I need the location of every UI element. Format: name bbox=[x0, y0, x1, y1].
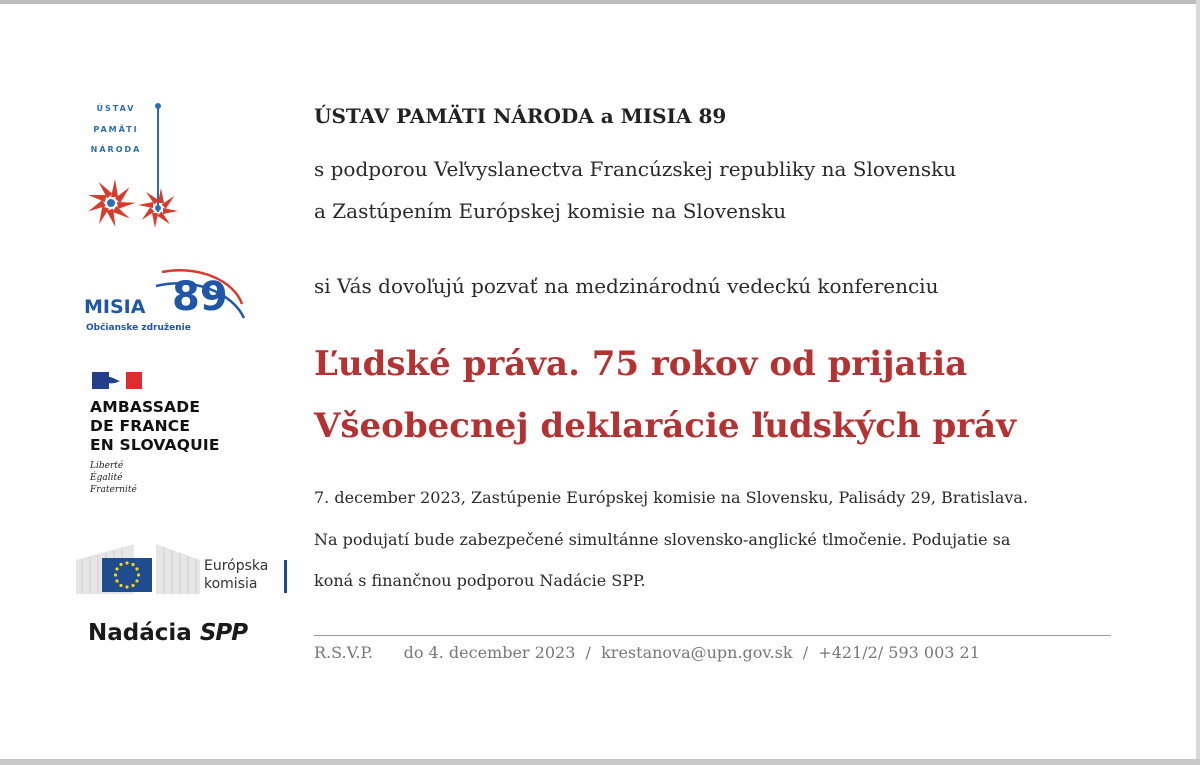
conference-title-line-2: Všeobecnej deklarácie ľudských práv bbox=[314, 406, 1016, 446]
rsvp-email[interactable]: krestanova@upn.gov.sk bbox=[601, 643, 793, 662]
invite-line: si Vás dovoľujú pozvať na medzinárodnú vedeckú konferenciu bbox=[314, 274, 939, 298]
ambassade-line2: DE FRANCE bbox=[90, 417, 191, 435]
nadacia-spp-logo bbox=[88, 620, 288, 660]
rsvp-separator: / bbox=[585, 643, 591, 662]
upn-logo-line2: PAMÄTI bbox=[93, 125, 139, 134]
conference-title-line-1: Ľudské práva. 75 rokov od prijatia bbox=[314, 344, 968, 384]
eu-building-flag-icon bbox=[76, 530, 201, 596]
eu-word-line2: komisia bbox=[204, 576, 258, 592]
rsvp-line bbox=[314, 643, 980, 662]
misia-number: 89 bbox=[172, 274, 228, 320]
ambassade-line1: AMBASSADE bbox=[90, 398, 201, 416]
support-line-2: a Zastúpením Európskej komisie na Slovensku bbox=[314, 199, 787, 223]
motto-liberte: Liberté bbox=[90, 461, 124, 471]
motto-egalite: Égalité bbox=[90, 473, 123, 483]
rsvp-divider bbox=[314, 635, 1111, 636]
ambassade-line3: EN SLOVAQUIE bbox=[90, 436, 220, 454]
detail-line-2: Na podujatí bude zabezpečené simultánne slovensko-anglické tlmočenie. Podujatie sa bbox=[314, 530, 1011, 549]
detail-line-1: 7. december 2023, Zastúpenie Európskej komisie na Slovensku, Palisády 29, Bratislava. bbox=[314, 488, 1029, 507]
french-flag-icon bbox=[92, 372, 142, 389]
spp-mark: SPP bbox=[199, 620, 248, 646]
rsvp-deadline: do 4. december 2023 bbox=[403, 643, 576, 662]
misia89-logo bbox=[84, 248, 254, 340]
rsvp-phone: +421/2/ 593 003 21 bbox=[818, 643, 980, 662]
frame-top-border bbox=[0, 0, 1200, 4]
upn-logo-line1: ÚSTAV bbox=[96, 104, 136, 113]
spp-word: Nadácia bbox=[88, 620, 192, 646]
detail-line-3: koná s finančnou podporou Nadácie SPP. bbox=[314, 571, 646, 590]
eu-divider-bar bbox=[284, 560, 287, 593]
upn-logo bbox=[78, 100, 188, 235]
eu-word-line1: Európska bbox=[204, 558, 269, 574]
misia-word: MISIA bbox=[84, 296, 146, 318]
upn-logo-line3: NÁRODA bbox=[90, 145, 142, 154]
european-commission-logo bbox=[76, 530, 291, 596]
organizers-line: ÚSTAV PAMÄTI NÁRODA a MISIA 89 bbox=[314, 104, 727, 128]
rsvp-label: R.S.V.P. bbox=[314, 643, 374, 662]
motto-fraternite: Fraternité bbox=[90, 485, 137, 495]
support-line-1: s podporou Veľvyslanectva Francúzskej republiky na Slovensku bbox=[314, 157, 957, 181]
rsvp-separator: / bbox=[802, 643, 809, 662]
frame-right-border bbox=[1196, 0, 1200, 765]
upn-flame-emblem-icon bbox=[78, 100, 188, 235]
misia-subtitle: Občianske združenie bbox=[86, 323, 191, 333]
frame-bottom-border bbox=[0, 759, 1200, 765]
ambassade-logo bbox=[90, 370, 260, 505]
